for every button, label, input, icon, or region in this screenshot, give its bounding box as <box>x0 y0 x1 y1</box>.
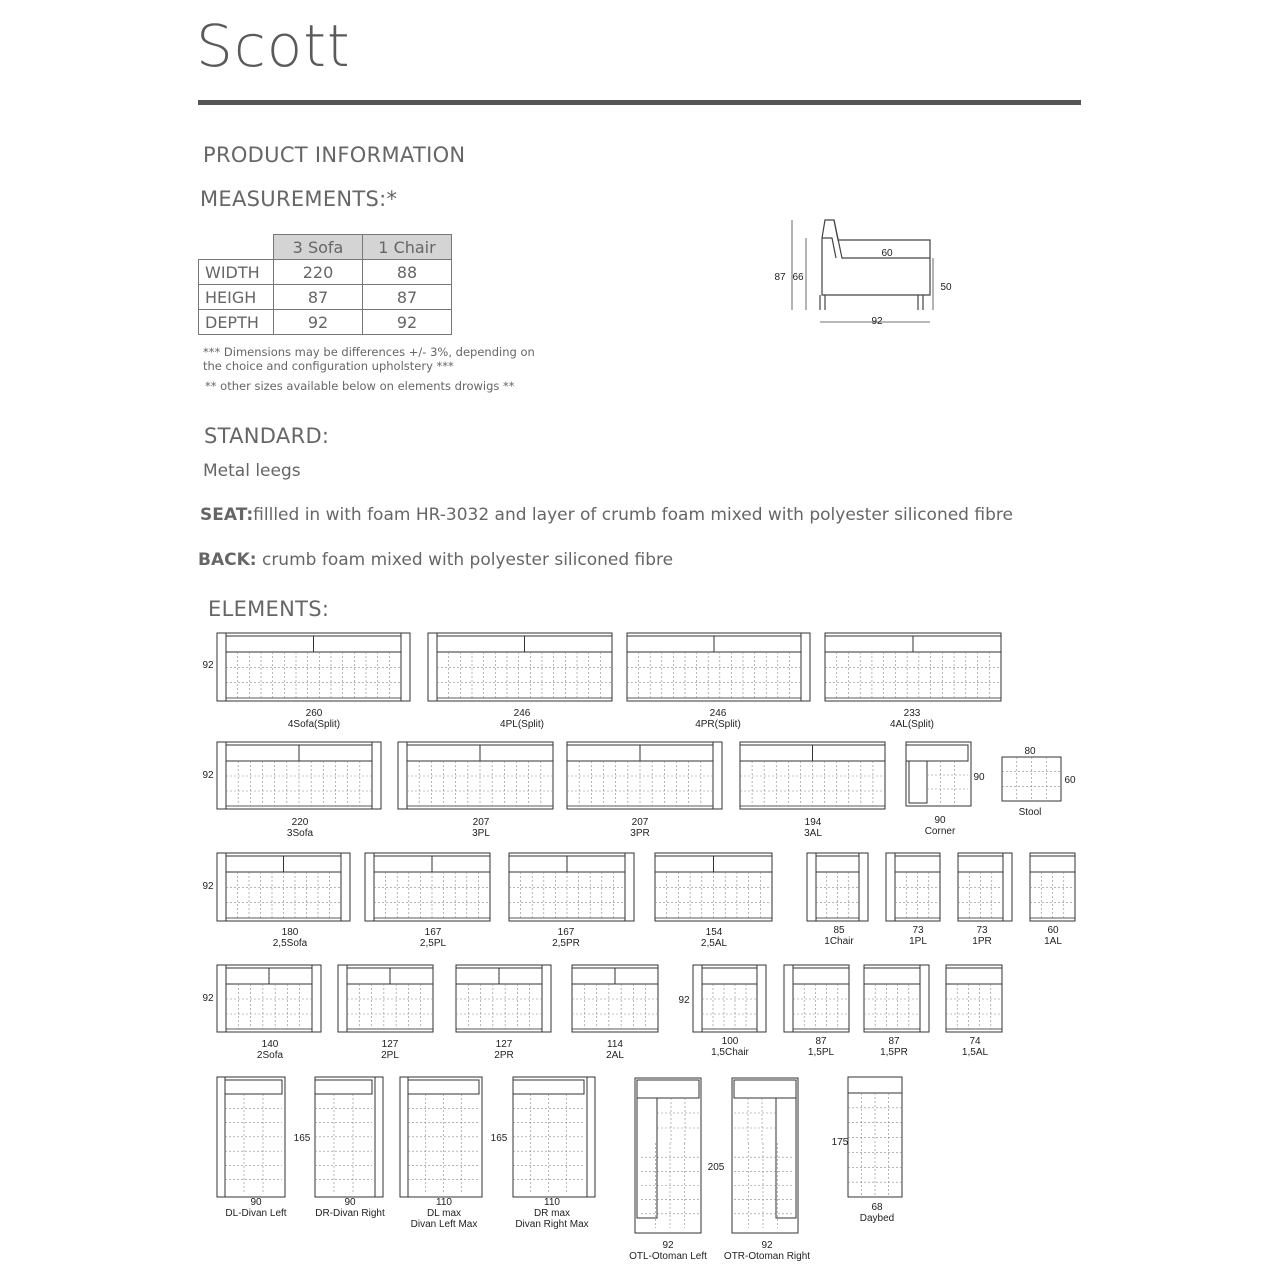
element-width-label: 233 <box>903 708 921 719</box>
backrest <box>734 1080 796 1098</box>
backrest <box>848 1077 902 1093</box>
element-width-label: 68 <box>871 1202 883 1213</box>
seat-area <box>567 761 713 806</box>
element-name-label: 4PR(Split) <box>695 719 741 730</box>
element-name-label: 2PR <box>494 1050 514 1061</box>
element-outline <box>338 965 433 1032</box>
element-outline <box>635 1078 701 1233</box>
table-cell: 220 <box>274 260 363 285</box>
element-outline <box>864 965 929 1032</box>
element-width-label: 87 <box>815 1036 827 1047</box>
element-depth-label: 92 <box>202 770 214 781</box>
column-header: 1 Chair <box>363 235 452 260</box>
product-information-heading: PRODUCT INFORMATION <box>203 143 466 167</box>
element-name-label: Daybed <box>859 1213 895 1224</box>
element-name-label: 3AL <box>804 828 822 839</box>
seat-label: SEAT: <box>200 505 254 525</box>
element-width-label: 114 <box>607 1039 623 1050</box>
other-sizes-note: ** other sizes available below on elements drowigs ** <box>205 379 515 393</box>
element-name-label: OTL-Otoman Left <box>629 1251 707 1262</box>
backrest <box>895 856 940 872</box>
element-width-label: 246 <box>513 708 531 719</box>
table-cell: 88 <box>363 260 452 285</box>
seat-area <box>456 984 542 1029</box>
seat-area <box>347 984 433 1029</box>
element-width-label: 207 <box>631 817 649 828</box>
element-width-label: 60 <box>1047 925 1059 936</box>
element-width-label: 73 <box>976 925 988 936</box>
element-width-label: 87 <box>888 1036 900 1047</box>
seat-area <box>226 761 372 806</box>
element-side-label: 90 <box>973 772 985 783</box>
element-name-label: Divan Left Max <box>410 1219 478 1230</box>
element-name-label: Corner <box>924 826 956 837</box>
arm-height-label: 50 <box>940 282 952 293</box>
seat-area <box>946 984 1002 1029</box>
element-width-label: 127 <box>381 1039 399 1050</box>
backrest <box>816 856 859 872</box>
element-name-label: 2AL <box>606 1050 624 1061</box>
element-outline <box>456 965 551 1032</box>
seat-area <box>816 872 859 918</box>
element-outline <box>886 853 940 921</box>
seat-area <box>437 652 612 698</box>
element-width-label: 92 <box>761 1240 773 1251</box>
element-outline <box>509 853 634 921</box>
element-width-label: 154 <box>705 927 723 938</box>
element-width-label: 167 <box>424 927 442 938</box>
element-outline <box>693 965 766 1032</box>
element-name-label: DL-Divan Left <box>225 1208 287 1219</box>
seat-area <box>226 652 401 698</box>
element-outline <box>784 965 849 1032</box>
element-width-label: 92 <box>662 1240 674 1251</box>
backrest <box>702 968 757 984</box>
element-outline <box>906 742 971 806</box>
element-width-label: 260 <box>305 708 323 719</box>
element-width-label: 220 <box>291 817 309 828</box>
element-name-label: 4AL(Split) <box>890 719 934 730</box>
element-outline <box>365 853 490 921</box>
element-name-label: 1PL <box>909 936 927 947</box>
element-outline <box>567 742 722 809</box>
element-name-label: OTR-Otoman Right <box>723 1251 811 1262</box>
element-width-label: 194 <box>804 817 822 828</box>
element-side-label: 165 <box>490 1133 508 1144</box>
element-outline <box>958 853 1012 921</box>
element-outline <box>732 1078 798 1233</box>
table-cell: 87 <box>363 285 452 310</box>
element-name-label: 2PL <box>381 1050 399 1061</box>
seat-area <box>793 984 849 1029</box>
element-depth-label: 92 <box>202 660 214 671</box>
row-label: HEIGH <box>199 285 274 310</box>
element-width-label: 90 <box>934 815 946 826</box>
seat-text: fillled in with foam HR-3032 and layer of crumb foam mixed with polyester siliconed fibre <box>253 505 1013 525</box>
element-name-label: 4Sofa(Split) <box>287 719 341 730</box>
element-depth-label: 92 <box>202 881 214 892</box>
element-outline <box>428 633 612 701</box>
element-name-label: 1PR <box>972 936 992 947</box>
standard-heading: STANDARD: <box>204 424 330 448</box>
backrest <box>793 968 849 984</box>
element-width-label: 246 <box>709 708 727 719</box>
element-name-label: 1,5Chair <box>711 1047 749 1058</box>
dimensions-note: *** Dimensions may be differences +/- 3%, depending on the choice and configuration upholstery *** <box>203 345 535 373</box>
element-side-label: 60 <box>1064 775 1076 786</box>
element-name-label: DR max <box>533 1208 571 1219</box>
element-name-label: DL max <box>426 1208 462 1219</box>
element-name-label: 1,5PL <box>807 1047 835 1058</box>
element-outline <box>398 742 553 809</box>
element-name-label: Stool <box>1018 807 1042 818</box>
seat-area <box>627 652 801 698</box>
row-label: WIDTH <box>199 260 274 285</box>
backrest <box>906 745 968 761</box>
seat-area <box>407 761 553 806</box>
element-name-label: 3Sofa <box>286 828 314 839</box>
seat-area <box>655 872 772 918</box>
height-label: 87 <box>774 272 786 283</box>
element-width-label: 85 <box>833 925 845 936</box>
backrest <box>637 1098 657 1218</box>
backrest <box>909 761 927 803</box>
row-label: DEPTH <box>199 310 274 335</box>
element-name-label: 3PR <box>630 828 650 839</box>
element-side-label: 205 <box>707 1162 725 1173</box>
element-name-label: 1Chair <box>824 936 854 947</box>
element-width-label: 73 <box>912 925 924 936</box>
element-name-label: 1AL <box>1044 936 1062 947</box>
backrest <box>513 1080 584 1094</box>
back-label: BACK: <box>198 550 257 570</box>
element-width-label: 110 <box>436 1197 452 1208</box>
element-depth-label: 92 <box>678 995 690 1006</box>
seat-area <box>825 652 1001 698</box>
element-name-label: Divan Right Max <box>515 1219 589 1230</box>
element-side-label: 165 <box>293 1133 311 1144</box>
element-width-label: 207 <box>472 817 490 828</box>
column-header: 3 Sofa <box>274 235 363 260</box>
seat-area <box>958 872 1003 918</box>
seat-area <box>895 872 940 918</box>
seat-area <box>702 984 757 1029</box>
seat-area <box>740 761 885 806</box>
page-title: Scott <box>196 12 351 80</box>
backrest <box>637 1080 699 1098</box>
element-depth-label: 92 <box>202 993 214 1004</box>
seat-area <box>374 872 490 918</box>
seat-area <box>1030 872 1075 918</box>
backrest <box>225 1080 282 1094</box>
depth-label: 92 <box>871 316 883 327</box>
element-width-label: 74 <box>969 1036 981 1047</box>
backrest <box>864 968 920 984</box>
element-width-label: 110 <box>544 1197 560 1208</box>
seat-area <box>509 872 625 918</box>
element-name-label: 2,5Sofa <box>272 938 308 949</box>
backrest <box>958 856 1003 872</box>
standard-legs-text: Metal leegs <box>203 461 301 481</box>
element-width-label: 127 <box>495 1039 513 1050</box>
element-outline <box>1030 853 1075 921</box>
table-cell: 87 <box>274 285 363 310</box>
backrest <box>946 968 1002 984</box>
element-name-label: DR-Divan Right <box>315 1208 385 1219</box>
element-name-label: 2,5AL <box>700 938 728 949</box>
element-name-label: 1,5AL <box>961 1047 989 1058</box>
element-width-label: 167 <box>557 927 575 938</box>
seat-area <box>226 984 312 1029</box>
table-cell: 92 <box>274 310 363 335</box>
element-outline <box>627 633 810 701</box>
element-name-label: 2Sofa <box>256 1050 284 1061</box>
seat-area <box>572 984 658 1029</box>
element-side-label: 175 <box>831 1137 849 1148</box>
element-width-label: 80 <box>1024 746 1036 757</box>
seat-depth-label: 60 <box>881 248 893 259</box>
element-width-label: 140 <box>261 1039 279 1050</box>
backrest <box>1030 856 1075 872</box>
element-name-label: 2,5PR <box>552 938 580 949</box>
element-width-label: 100 <box>721 1036 739 1047</box>
measurements-heading: MEASUREMENTS:* <box>200 187 398 211</box>
element-name-label: 3PL <box>472 828 490 839</box>
backrest <box>408 1080 479 1094</box>
element-width-label: 180 <box>281 927 299 938</box>
seat-area <box>226 872 341 918</box>
table-cell: 92 <box>363 310 452 335</box>
element-name-label: 1,5PR <box>880 1047 908 1058</box>
backrest <box>315 1080 372 1094</box>
element-name-label: 2,5PL <box>419 938 447 949</box>
back-height-label: 66 <box>792 272 804 283</box>
element-width-label: 90 <box>344 1197 356 1208</box>
back-text: crumb foam mixed with polyester siliconed fibre <box>256 550 674 570</box>
element-outline <box>946 965 1002 1032</box>
elements-heading: ELEMENTS: <box>208 597 330 621</box>
seat-area <box>864 984 920 1029</box>
element-width-label: 90 <box>250 1197 262 1208</box>
element-name-label: 4PL(Split) <box>500 719 544 730</box>
backrest <box>776 1098 796 1218</box>
